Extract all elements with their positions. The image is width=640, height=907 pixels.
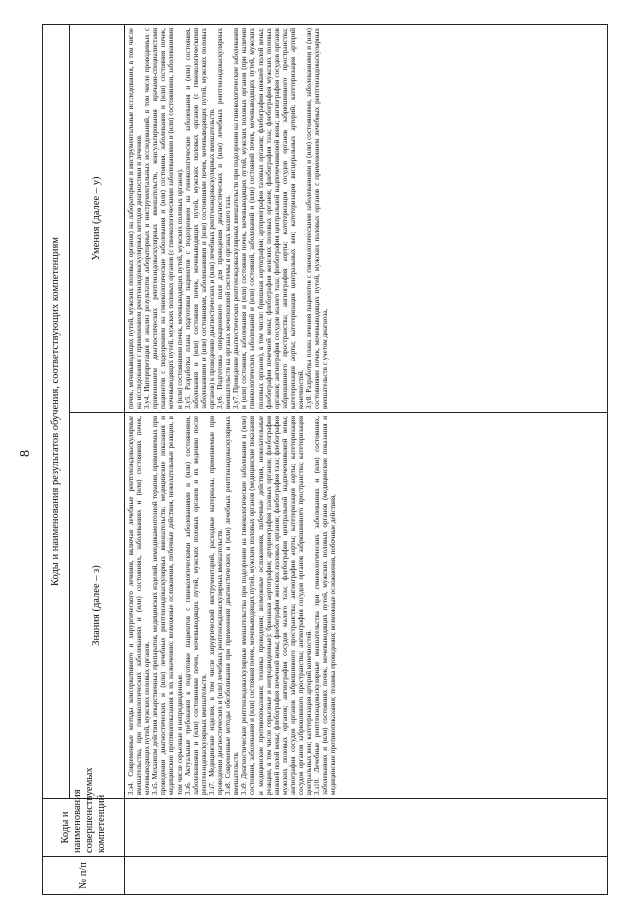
skill-item: 3.у8. Разработка плана лечения пациентов с гинекологическими заболеваниями и (или) состояниями, заболеваниями и (или) состояниями почек, мочевыводящих путей, мужских половых органов с применением лечебных рентгенэндоваскулярных вмешательств с учетом диагноза, [305,27,330,409]
header-results-group: Коды и наименования результатов обучения, соответствующих компетенциям [43,24,70,798]
page-number: 8 [18,450,33,457]
table-header-row-2 [70,24,125,894]
knowledge-item: 3.з10. Лечебные рентгенэндоваскулярные вмешательства при гинекологических заболеваниях и (или) состояниях, заболеваниях и (или) состояниях почек, мочевыводящих путей, мужских половых органов (медицинские показания и медицинские противопоказания; техника проведения; возможные осложнения, побочные действия, [313,416,338,795]
header-number: № п/п [43,857,125,895]
knowledge-item: 3.з9. Диагностические рентгенэндоваскулярные вмешательства при подозрении на гинекологические заболевания и (или) состояния, заболевания и (или) состояния почек, мочевыводящих путей, мужских половых органов (медицинские показания и медицинские противопоказания; техника проведения; возможные осложнения, побочные действия, нежелательные реакции, в том числе серьезные и непредвиденные): брюшная аортография; артериография тазовых органов; флебография нижней полой вены; флебография почечной вены; флебография женских половых органов; флебография таза; флебография мужских половых органов; ангиография сосудов малого таза; флебография центральной надпочечниковой вены; ангиография сосудов органов забрюшинного пространства; ангиография аорты; катетеризация аорты; катетеризация сосудов органов забрюшинного пространства; ангиография сосудов органов забрюшинного пространства; катетеризация центральных вен; катетеризация артерий конечностей. [240,416,314,795]
header-knowledge: Знания (далее – з) [70,413,125,799]
cell-number [125,857,608,895]
skill-item: 3.у7. Проведение диагностических рентгенэндоваскулярных вмешательств при подозрении на гинекологические заболевания и (или) состояния, заболевания и (или) состояния почек, мочевыводящих путей, мужских половых органов (при наличии гинекологических заболеваний и (или) состояний, заболеваний и (или) состояний почек, мочевыводящих путей, мужских половых органов), в том числе: брюшная аортография; артериография тазовых органов; флебография нижней полой вены; флебография почечной вены; флебография женских половых органов; флебография таза; флебография мужских половых органов; ангиография сосудов малого таза; флебография центральной надпочечниковой вены; ангиография сосудов органов забрюшинного пространства; ангиография аорты; катетеризация сосудов органов забрюшинного пространства; катетеризация аорты; катетеризация центральных вен; катетеризация висцеральных артерий; катетеризация артерий конечностей. [232,27,305,409]
cell-skills [125,24,608,412]
cell-knowledge [125,413,608,799]
competency-table [42,24,608,895]
header-competency-code: Коды и наименования совершенствуемых компетенций [43,799,125,857]
knowledge-item: 3.з8. Современные методы обезболивания при применении диагностических и (или) лечебных рентгенэндоваскулярных вмешательств. [224,416,241,795]
cell-competency-code [125,799,608,857]
skill-item: почек, мочевыводящих путей, мужских половых органов) на лабораторные и инструментальные исследования, в том числе на исследования с применением рентгенэндоваскулярных методов диагностики и лечения. [127,27,144,409]
skill-item: 3.у4. Интерпретация и анализ результатов лабораторных и инструментальных исследований, в том числе проводимых с применением диагностических рентгенэндоваскулярных вмешательств, консультирования врачами-специалистами пациентов с подозрением на гинекологические заболевания и (или) состояния, заболевания и (или) состояния почек, мочевыводящих путей, мужских половых органов (с гинекологическими заболеваниями и (или) состояниями, заболеваниями и (или) состояниями почек, мочевыводящих путей, мужских половых органов). [143,27,184,409]
knowledge-item: 3.з7. Медицинские изделия, в том числе хирургический инструментарий, расходные материалы, применяемые при проведении диагностических и (или) лечебных рентгенэндоваскулярных вмешательств. [207,416,225,795]
table-header-row-1 [43,24,70,894]
skill-item: 3.у6. Подготовка операционного поля для проведения диагностических и (или) лечебных рентгенэндоваскулярных вмешательств на органах мочеполовой системы и органах малого таза. [216,27,233,409]
knowledge-item: 3.з6. Актуальные требования к подготовке пациентов с гинекологическими заболеваниями и (или) состояниями, заболеваниями и (или) состояниями почек, мочевыводящих путей, мужских половых органов и их ведению после рентгенэндоваскулярных вмешательств. [183,416,208,795]
header-skills: Умения (далее – у) [70,24,125,412]
table-row [125,24,608,894]
knowledge-item: 3.з5. Механизм действия лекарственных препаратов, медицинских изделий, немедикаментозной терапии, применяемых при проведении диагностических и (или) лечебных рентгенэндоваскулярных вмешательств; медицинские показания и медицинские противопоказания к их назначению; возможные осложнения, побочные действия, нежелательные реакции, в том числе серьезные и непредвиденные. [151,416,184,795]
knowledge-item: 3.з4. Современные методы консервативного и хирургического лечения, включая лечебные рентгенэндоваскулярные вмешательства, при гинекологических заболеваниях и (или) состояниях, заболеваниях и (или) состояниях почек, мочевыводящих путей, мужских половых органов. [127,416,152,795]
skill-item: 3.у5. Разработка плана подготовки пациентов с подозрением на гинекологические заболевания и (или) состояния, заболевания и (или) состояния почек, мочевыводящих путей, мужских половых органов (с гинекологическими заболеваниями и (или) состояниями, заболеваниями и (или) состояниями почек, мочевыводящих путей, мужских половых органов) к проведению диагностических и (или) лечебных рентгенэндоваскулярных вмешательств. [183,27,216,409]
